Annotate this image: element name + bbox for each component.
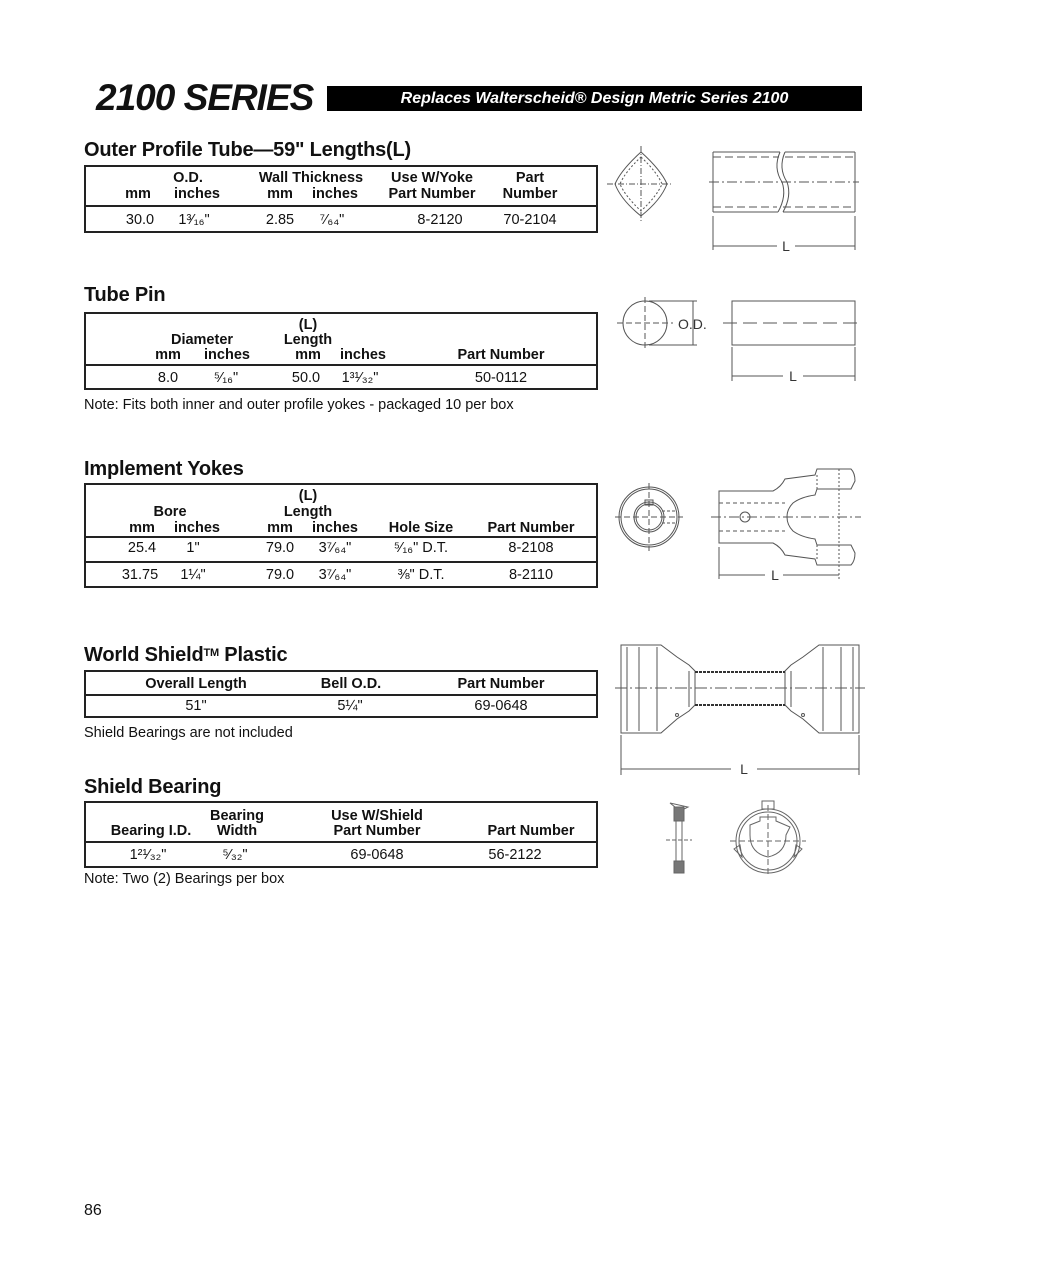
section-title-tube-pin: Tube Pin bbox=[84, 284, 166, 306]
trademark: TM bbox=[203, 647, 219, 659]
world-shield-table bbox=[84, 670, 598, 718]
cell-wall-mm: 2.85 bbox=[265, 212, 295, 228]
col-part-number: Part Number bbox=[457, 676, 545, 692]
col-shield-part-line1: Use W/Shield bbox=[331, 808, 423, 824]
section-title-world-shield bbox=[84, 643, 287, 667]
col-bore-inches: inches bbox=[174, 520, 220, 536]
table-header-divider bbox=[86, 205, 596, 207]
world-shield-note: Shield Bearings are not included bbox=[84, 725, 293, 741]
series-banner: Replaces Walterscheid® Design Metric Series 2100 bbox=[327, 86, 862, 111]
od-label: O.D. bbox=[678, 316, 707, 332]
cell-len-inches: 3⁷⁄₆₄" bbox=[318, 540, 352, 556]
cell-bore-inches: 1" bbox=[186, 540, 200, 556]
col-group-length: Length bbox=[283, 332, 333, 348]
cell-len-mm: 50.0 bbox=[291, 370, 321, 386]
cell-part-number: 70-2104 bbox=[503, 212, 557, 228]
dimension-label-l: L bbox=[740, 761, 748, 777]
cell-od-inches: 1³⁄₁₆" bbox=[178, 212, 210, 228]
shield-bearing-drawing-icon bbox=[650, 795, 830, 880]
col-wall-inches: inches bbox=[312, 186, 358, 202]
cell-bell-od: 5¼" bbox=[337, 698, 363, 714]
shield-bearing-note: Note: Two (2) Bearings per box bbox=[84, 871, 285, 887]
col-len-mm: mm bbox=[295, 347, 321, 363]
table-header-divider bbox=[86, 694, 596, 696]
col-part-number: Part Number bbox=[487, 520, 575, 536]
title-text: World Shield bbox=[84, 644, 204, 666]
cell-part-number: 8-2108 bbox=[508, 540, 554, 556]
implement-yoke-drawing-icon bbox=[605, 465, 870, 595]
col-length-tag: (L) bbox=[298, 488, 318, 504]
col-bearing-id: Bearing I.D. bbox=[110, 823, 192, 839]
col-wall-mm: mm bbox=[267, 186, 293, 202]
cell-shield-part: 69-0648 bbox=[350, 847, 404, 863]
table-header-divider bbox=[86, 364, 596, 366]
cell-bearing-width: ⁵⁄₃₂" bbox=[222, 847, 248, 863]
implement-yokes-table bbox=[84, 483, 598, 588]
section-title-outer-profile-tube: Outer Profile Tube—59" Lengths(L) bbox=[84, 139, 411, 161]
table-header-divider bbox=[86, 841, 596, 843]
dimension-label-l: L bbox=[789, 368, 797, 384]
cell-bore-inches: 1¼" bbox=[180, 567, 206, 583]
col-bore-mm: mm bbox=[129, 520, 155, 536]
col-hole-size: Hole Size bbox=[388, 520, 454, 536]
dimension-label-l: L bbox=[782, 238, 790, 254]
cell-overall-length: 51" bbox=[185, 698, 207, 714]
col-group-od: O.D. bbox=[173, 170, 203, 186]
col-part-number: Part Number bbox=[457, 347, 545, 363]
outer-profile-tube-table bbox=[84, 165, 598, 233]
cell-part-number: 8-2110 bbox=[508, 567, 554, 583]
cell-len-mm: 79.0 bbox=[265, 567, 295, 583]
dimension-label-l: L bbox=[771, 567, 779, 583]
cell-hole-size: ⁵⁄₁₆" D.T. bbox=[393, 540, 449, 556]
world-shield-drawing-icon bbox=[605, 635, 870, 780]
cell-len-mm: 79.0 bbox=[265, 540, 295, 556]
cell-dia-inches: ⁵⁄₁₆" bbox=[213, 370, 239, 386]
section-title-shield-bearing: Shield Bearing bbox=[84, 776, 222, 798]
tube-pin-table bbox=[84, 312, 598, 390]
cell-part-number: 69-0648 bbox=[474, 698, 528, 714]
col-group-bore: Bore bbox=[153, 504, 187, 520]
cell-part-number: 56-2122 bbox=[488, 847, 542, 863]
cell-wall-inches: ⁷⁄₆₄" bbox=[319, 212, 345, 228]
cell-part-number: 50-0112 bbox=[474, 370, 528, 386]
section-title-implement-yokes: Implement Yokes bbox=[84, 458, 244, 480]
col-group-length: Length bbox=[283, 504, 333, 520]
title-suffix: Plastic bbox=[218, 644, 288, 666]
col-bearing-width-line1: Bearing bbox=[210, 808, 264, 824]
cell-bearing-id: 1²¹⁄₃₂" bbox=[129, 847, 167, 863]
col-od-inches: inches bbox=[174, 186, 220, 202]
table-row-divider bbox=[86, 561, 596, 563]
cell-len-inches: 3⁷⁄₆₄" bbox=[318, 567, 352, 583]
col-bearing-width-line2: Width bbox=[216, 823, 258, 839]
cell-bore-mm: 31.75 bbox=[121, 567, 159, 583]
col-len-inches: inches bbox=[312, 520, 358, 536]
col-len-mm: mm bbox=[267, 520, 293, 536]
cell-dia-mm: 8.0 bbox=[157, 370, 179, 386]
col-bell-od: Bell O.D. bbox=[320, 676, 382, 692]
cell-od-mm: 30.0 bbox=[125, 212, 155, 228]
tube-pin-drawing-icon bbox=[605, 285, 870, 390]
cell-yoke-part: 8-2120 bbox=[417, 212, 463, 228]
series-title: 2100 SERIES bbox=[96, 77, 314, 118]
col-part-line2: Number bbox=[502, 186, 558, 202]
outer-profile-tube-drawing-icon bbox=[605, 140, 870, 260]
col-group-wall-thickness: Wall Thickness bbox=[258, 170, 364, 186]
col-dia-inches: inches bbox=[204, 347, 250, 363]
cell-len-inches: 1³¹⁄₃₂" bbox=[341, 370, 379, 386]
col-yoke-part-line1: Use W/Yoke bbox=[391, 170, 473, 186]
col-len-inches: inches bbox=[340, 347, 386, 363]
col-dia-mm: mm bbox=[155, 347, 181, 363]
col-length-tag: (L) bbox=[298, 317, 318, 333]
col-yoke-part-line2: Part Number bbox=[388, 186, 476, 202]
page-number: 86 bbox=[84, 1202, 102, 1219]
col-group-diameter: Diameter bbox=[170, 332, 234, 348]
col-od-mm: mm bbox=[125, 186, 151, 202]
col-overall-length: Overall Length bbox=[145, 676, 247, 692]
table-header-divider bbox=[86, 536, 596, 538]
col-part-line1: Part bbox=[515, 170, 545, 186]
shield-bearing-table bbox=[84, 801, 598, 868]
cell-hole-size: ⅜" D.T. bbox=[397, 567, 445, 583]
tube-pin-note: Note: Fits both inner and outer profile yokes - packaged 10 per box bbox=[84, 397, 514, 413]
cell-bore-mm: 25.4 bbox=[127, 540, 157, 556]
col-shield-part-line2: Part Number bbox=[333, 823, 421, 839]
col-part-number: Part Number bbox=[487, 823, 575, 839]
